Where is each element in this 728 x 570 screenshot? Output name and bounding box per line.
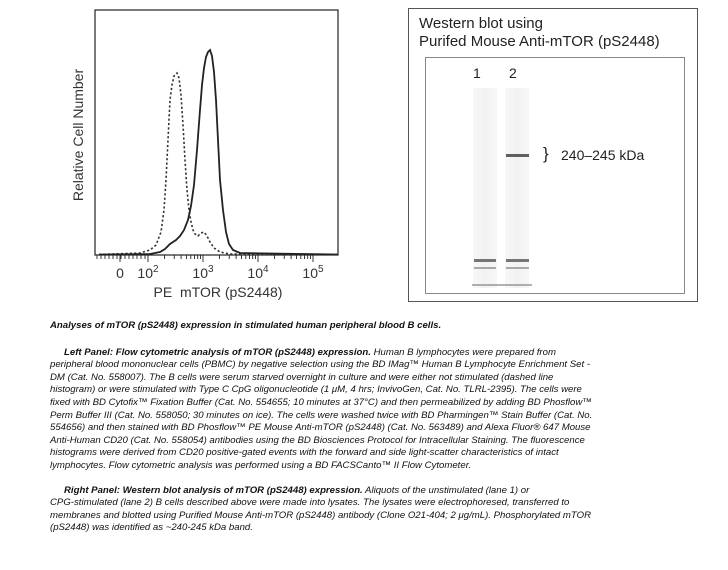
- caption-right-line: CPG-stimulated (lane 2) B cells described above were made into lysates. The lysates were electrophoresed, transferred to: [50, 497, 570, 509]
- lane-1-smear: [473, 88, 497, 288]
- blot-title: [419, 15, 660, 51]
- x-axis-label: PE mTOR (pS2448): [153, 284, 283, 300]
- lane-2-bottom-band-2: [506, 267, 529, 269]
- lane-1-bottom-band-2: [474, 267, 496, 269]
- y-axis-label: Relative Cell Number: [70, 68, 86, 202]
- caption-left-bold: Left Panel: Flow cytometric analysis of mTOR (pS2448) expression.: [64, 346, 371, 358]
- caption-left-line: Perm Buffer III (Cat. No. 558050; 30 minutes on ice). The cells were washed twice with BD Pharmingen™ Stain Buffer (Cat. No.: [50, 409, 593, 421]
- band-size-label: 240–245 kDa: [561, 147, 645, 163]
- flow-histogram-figure: [0, 0, 400, 310]
- x-tick-label: $10^5$: [302, 264, 324, 281]
- x-axis-ticks: [97, 255, 313, 262]
- caption-right-line-0: [50, 485, 690, 498]
- caption-left-line-0: [50, 347, 690, 360]
- caption-right-bold: Right Panel: Western blot analysis of mTOR (pS2448) expression.: [64, 484, 363, 496]
- western-blot-panel: [408, 8, 698, 302]
- caption-left-line: histogram) or were stimulated with Type C CpG oligonucleotide (1 μM, 4 hrs; InvivoGen, Cat. No. TLRL-2395). The cells were: [50, 384, 582, 396]
- blot-gel-area: [425, 57, 685, 294]
- caption-left-line: peripheral blood mononuclear cells (PBMC) by negative selection using the BD IMag™ Human B Lymphocyte Enrichment Set -: [50, 359, 590, 371]
- figure-caption: [50, 320, 690, 535]
- lane-1-label: 1: [473, 65, 481, 81]
- caption-right-line: (pS2448) was identified as ~240-245 kDa band.: [50, 522, 253, 534]
- gel-bottom-edge: [472, 284, 532, 286]
- caption-heading: Analyses of mTOR (pS2448) expression in stimulated human peripheral blood B cells.: [50, 320, 442, 331]
- lane-2-band: [506, 154, 529, 157]
- histogram-plot-frame: [95, 10, 338, 255]
- caption-left-panel: [50, 347, 690, 473]
- x-tick-label: $10^2$: [137, 264, 159, 281]
- caption-right-line: membranes and blotted using Purified Mouse Anti-mTOR (pS2448) antibody (Clone O21-404; 2 μg/mL). Phosphorylated mTOR: [50, 509, 591, 521]
- lane-2-label: 2: [509, 65, 517, 81]
- stimulated-histogram: [99, 50, 338, 255]
- caption-left-line: DM (Cat. No. 558007). The B cells were serum starved overnight in culture and were either not stimulated (dashed line: [50, 371, 554, 383]
- lane-2-bottom-band: [506, 259, 529, 262]
- caption-left-line: fixed with BD Cytofix™ Fixation Buffer (Cat. No. 554655; 10 minutes at 37°C) and then permeabilized by adding BD Phosflow™: [50, 396, 592, 408]
- band-brace: }: [543, 144, 549, 163]
- caption-right-panel: [50, 485, 690, 535]
- lane-1-bottom-band: [474, 259, 496, 262]
- x-tick-label: $10^4$: [247, 264, 269, 281]
- blot-title-line2: Purifed Mouse Anti-mTOR (pS2448): [419, 33, 660, 50]
- x-axis-tick-labels: [116, 264, 324, 281]
- lane-2-smear: [505, 88, 529, 288]
- caption-left-line: 554656) and then stained with BD Phosflow™ PE Mouse Anti-mTOR (pS2448) (Cat. No. 563489) and Alexa Fluor® 647 Mouse: [50, 422, 591, 434]
- blot-title-line1: Western blot using: [419, 15, 543, 32]
- caption-left-line: Anti-Human CD20 (Cat. No. 558054) antibodies using the BD Biosciences Protocol for Intracellular Staining. The fluorescence: [50, 434, 585, 446]
- caption-left-text-0: Human B lymphocytes were prepared from: [373, 346, 556, 358]
- caption-left-line: lymphocytes. Flow cytometric analysis was performed using a BD FACSCanto™ II Flow Cytometer.: [50, 459, 472, 471]
- x-tick-label: $10^3$: [192, 264, 214, 281]
- x-tick-label: 0: [116, 265, 124, 281]
- blot-image: [426, 58, 684, 293]
- caption-right-text-0: Aliquots of the unstimulated (lane 1) or: [365, 484, 530, 496]
- caption-left-line: histograms were derived from CD20 positive-gated events with the forward and side light-scatter characteristics of intact: [50, 447, 559, 459]
